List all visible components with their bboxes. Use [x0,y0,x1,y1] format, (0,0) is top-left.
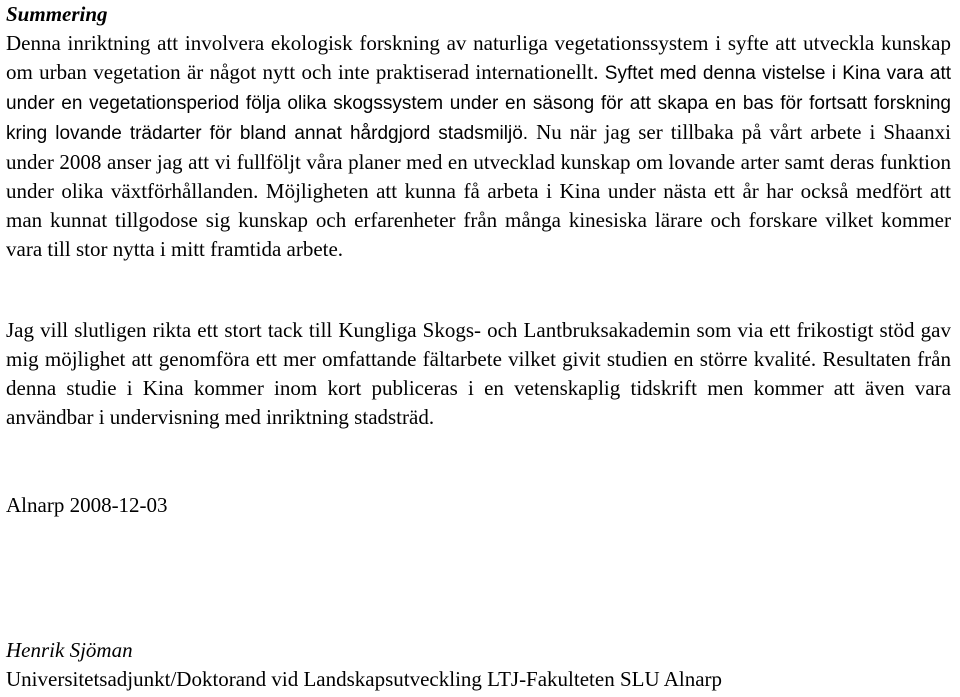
paragraph-text-reflection: Nu när jag ser tillbaka på vårt arbete i Shaanxi under 2008 anser jag att vi fullföljt våra planer med en utvecklad kunskap om lovande arter samt deras funktion under olika växtförhållanden. Möjligheten att kunna få arbeta i Kina under nästa ett år har också medfört att man kunnat tillgodose sig kunskap och erfarenheter från många kinesiska lärare och forskare vilket kommer vara till stor nytta i mitt framtida arbete. [6,120,951,261]
summary-paragraph [6,29,951,264]
author-name: Henrik Sjöman [6,638,133,662]
document-page [6,0,956,691]
author-affiliation: Universitetsadjunkt/Doktorand vid Landskapsutveckling LTJ-Fakulteten SLU Alnarp [6,667,723,691]
summary-heading: Summering [6,2,108,26]
acknowledgement-paragraph: Jag vill slutligen rikta ett stort tack till Kungliga Skogs- och Lantbruksakademin som via ett frikostigt stöd gav mig möjlighet att genomföra ett mer omfattande fältarbete vilket givit studien en större kvalité. Resultaten från denna studie i Kina kommer inom kort publiceras i en vetenskaplig tidskrift men kommer att även vara användbar i undervisning med inriktning stadsträd. [6,318,951,429]
paragraph-text-purpose: Syftet med denna vistelse i Kina vara att under en vegetationsperiod följa olika skogssystem under en säsong för att skapa en bas för fortsatt forskning kring lovande trädarter för bland annat hårdgjord stadsmiljö. [6,63,952,144]
place-date: Alnarp 2008-12-03 [6,493,168,517]
paragraph-text-intro: Denna inriktning att involvera ekologisk forskning av naturliga vegetationssystem i syfte att utveckla kunskap om urban vegetation är något nytt och inte praktiserad internationellt. [6,31,951,84]
